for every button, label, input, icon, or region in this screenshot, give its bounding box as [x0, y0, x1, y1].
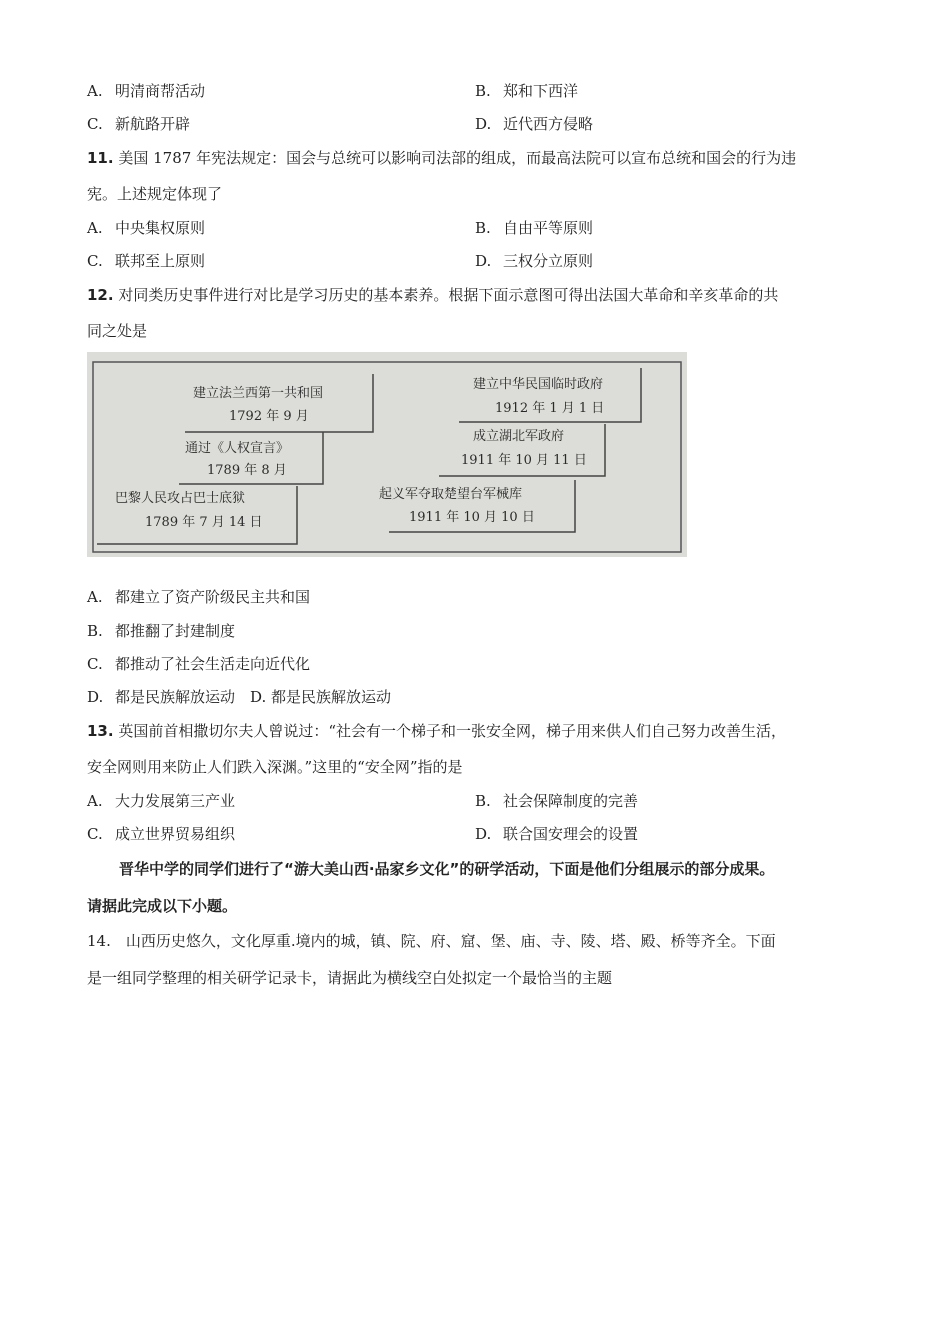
china-date-1: 1911 年 10 月 10 日: [409, 510, 535, 525]
q11-option-b: B. 自由平等原则: [475, 219, 594, 237]
q10-option-c: C. 新航路开辟: [87, 115, 191, 133]
china-date-2: 1911 年 10 月 11 日: [461, 453, 587, 468]
france-date-2: 1789 年 8 月: [207, 463, 287, 478]
revolution-comparison-figure: [87, 352, 687, 557]
q11-number: 11.: [87, 149, 114, 167]
intro-line1: 晋华中学的同学们进行了“游大美山西·品家乡文化”的研学活动，下面是他们分组展示的部分成果。: [119, 860, 775, 878]
q14-stem-line1: 14. 山西历史悠久，文化厚重.境内的城，镇、院、府、窟、堡、庙、寺、陵、塔、殿、桥等齐全。下面: [87, 932, 776, 950]
q10-option-a: A. 明清商帮活动: [87, 82, 206, 100]
france-date-1: 1789 年 7 月 14 日: [145, 515, 263, 530]
q13-option-b: B. 社会保障制度的完善: [475, 792, 639, 810]
intro-line2: 请据此完成以下小题。: [87, 897, 238, 915]
china-date-3: 1912 年 1 月 1 日: [495, 401, 605, 416]
q12-number: 12.: [87, 286, 114, 304]
q13-option-a: A. 大力发展第三产业: [87, 792, 236, 810]
france-event-1: 巴黎人民攻占巴士底狱: [115, 491, 246, 506]
q10-option-b: B. 郑和下西洋: [475, 82, 579, 100]
china-event-2: 成立湖北军政府: [473, 429, 565, 444]
france-event-3: 建立法兰西第一共和国: [193, 386, 324, 401]
q11-stem-line1: 11. 美国 1787 年宪法规定：国会与总统可以影响司法部的组成，而最高法院可以宣布总统和国会的行为违: [87, 149, 797, 167]
q10-option-d: D. 近代西方侵略: [475, 115, 594, 133]
france-date-3: 1792 年 9 月: [229, 409, 309, 424]
q12-stem-line1: 12. 对同类历史事件进行对比是学习历史的基本素养。根据下面示意图可得出法国大革命和辛亥革命的共: [87, 286, 779, 304]
q12-option-b: B. 都推翻了封建制度: [87, 622, 236, 640]
china-event-3: 建立中华民国临时政府: [473, 377, 604, 392]
q13-option-c: C. 成立世界贸易组织: [87, 825, 236, 843]
q12-option-d: D. 都是民族解放运动 D. 都是民族解放运动: [87, 688, 392, 706]
q11-option-a: A. 中央集权原则: [87, 219, 206, 237]
q13-stem-line2: 安全网则用来防止人们跌入深渊。”这里的“安全网”指的是: [87, 758, 463, 776]
q13-stem-line1: 13. 英国前首相撒切尔夫人曾说过：“社会有一个梯子和一张安全网，梯子用来供人们自己努力改善生活，: [87, 722, 787, 740]
q13-number: 13.: [87, 722, 114, 740]
q12-option-c: C. 都推动了社会生活走向近代化: [87, 655, 311, 673]
q14-stem-line2: 是一组同学整理的相关研学记录卡，请据此为横线空白处拟定一个最恰当的主题: [87, 969, 613, 987]
q12-stem-line2: 同之处是: [87, 322, 148, 340]
q11-option-d: D. 三权分立原则: [475, 252, 594, 270]
q11-stem-line2: 宪。上述规定体现了: [87, 185, 223, 203]
q13-option-d: D. 联合国安理会的设置: [475, 825, 639, 843]
q12-option-a: A. 都建立了资产阶级民主共和国: [87, 588, 311, 606]
china-event-1: 起义军夺取楚望台军械库: [379, 487, 523, 502]
figure-diagram: [87, 352, 687, 557]
q11-option-c: C. 联邦至上原则: [87, 252, 206, 270]
france-event-2: 通过《人权宣言》: [185, 441, 290, 456]
